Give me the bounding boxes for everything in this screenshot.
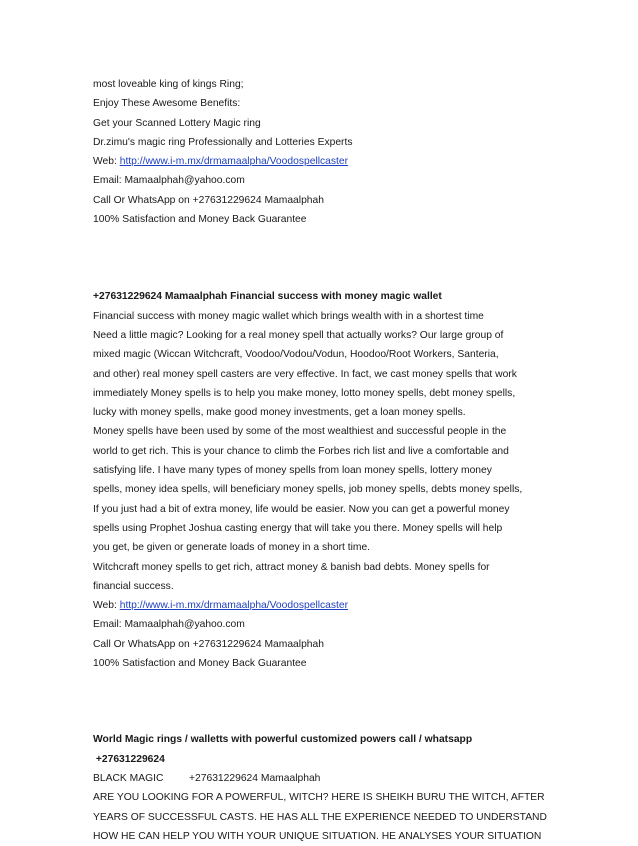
text-line: financial success. xyxy=(93,580,174,592)
call-line: Call Or WhatsApp on +27631229624 Mamaalphah xyxy=(93,194,324,206)
text-line: you get, be given or generate loads of money in a short time. xyxy=(93,542,371,554)
web-line xyxy=(93,152,563,171)
text-line: immediately Money spells is to help you make money, lotto money spells, debt money spells, xyxy=(93,387,516,399)
text-line: Money spells have been used by some of the most wealthiest and successful people in the xyxy=(93,426,507,438)
text-line: lucky with money spells, make good money investments, get a loan money spells. xyxy=(93,407,466,419)
call-line: Call Or WhatsApp on +27631229624 Mamaalphah xyxy=(93,638,324,650)
text-line: Dr.zimu's magic ring Professionally and Lotteries Experts xyxy=(93,136,353,148)
web-line xyxy=(93,596,563,615)
web-label: Web: xyxy=(93,156,120,168)
text-line: spells using Prophet Joshua casting energy that will take you there. Money spells will help xyxy=(93,522,503,534)
web-link[interactable]: http://www.i-m.mx/drmamaalpha/Voodospellcaster xyxy=(119,156,349,168)
text-line: most loveable king of kings Ring; xyxy=(93,79,244,90)
text-line: HOW HE CAN HELP YOU WITH YOUR UNIQUE SITUATION. HE ANALYSES YOUR SITUATION xyxy=(93,830,542,842)
email-line: Email: Mamaalphah@yahoo.com xyxy=(93,619,245,631)
text-line: Need a little magic? Looking for a real money spell that actually works? Our large group of xyxy=(93,329,504,341)
text-line: Get your Scanned Lottery Magic ring xyxy=(93,117,261,129)
black-magic-line xyxy=(93,769,563,788)
section-heading-phone: +27631229624 xyxy=(93,753,165,765)
text-line: Witchcraft money spells to get rich, attract money & banish bad debts. Money spells for xyxy=(93,561,490,573)
text-line: ARE YOU LOOKING FOR A POWERFUL, WITCH? HERE IS SHEIKH BURU THE WITCH, AFTER xyxy=(93,792,545,804)
section-black-magic xyxy=(93,730,563,846)
text-line: YEARS OF SUCCESSFUL CASTS. HE HAS ALL THE EXPERIENCE NEEDED TO UNDERSTAND xyxy=(93,811,547,823)
web-link[interactable]: http://www.i-m.mx/drmamaalpha/Voodospellcaster xyxy=(119,600,349,612)
text-line: spells, money idea spells, will beneficiary money spells, job money spells, debts money spells, xyxy=(93,484,523,496)
document-page xyxy=(93,75,563,846)
guarantee-line: 100% Satisfaction and Money Back Guarantee xyxy=(93,658,307,670)
section-heading: World Magic rings / walletts with powerful customized powers call / whatsapp xyxy=(93,734,473,746)
section-wallet xyxy=(93,287,563,673)
web-label: Web: xyxy=(93,600,120,612)
text-line: satisfying life. I have many types of money spells from loan money spells, lottery money xyxy=(93,465,492,477)
spacer xyxy=(93,229,563,287)
text-line: and other) real money spell casters are very effective. In fact, we cast money spells that work xyxy=(93,368,517,380)
text-line: Enjoy These Awesome Benefits: xyxy=(93,98,241,110)
section-ring xyxy=(93,75,563,229)
email-line: Email: Mamaalphah@yahoo.com xyxy=(93,175,245,187)
text-line: mixed magic (Wiccan Witchcraft, Voodoo/Vodou/Vodun, Hoodoo/Root Workers, Santeria, xyxy=(93,349,499,361)
text-line: Financial success with money magic wallet which brings wealth with in a shortest time xyxy=(93,310,484,322)
section-heading: +27631229624 Mamaalphah Financial success with money magic wallet xyxy=(93,291,442,303)
black-magic-contact: +27631229624 Mamaalphah xyxy=(189,772,321,784)
text-line: If you just had a bit of extra money, life would be easier. Now you can get a powerful money xyxy=(93,503,510,515)
black-magic-label: BLACK MAGIC xyxy=(93,772,164,784)
spacer xyxy=(93,673,563,730)
guarantee-line: 100% Satisfaction and Money Back Guarantee xyxy=(93,214,307,226)
text-line: world to get rich. This is your chance to climb the Forbes rich list and live a comfortable and xyxy=(93,445,509,457)
